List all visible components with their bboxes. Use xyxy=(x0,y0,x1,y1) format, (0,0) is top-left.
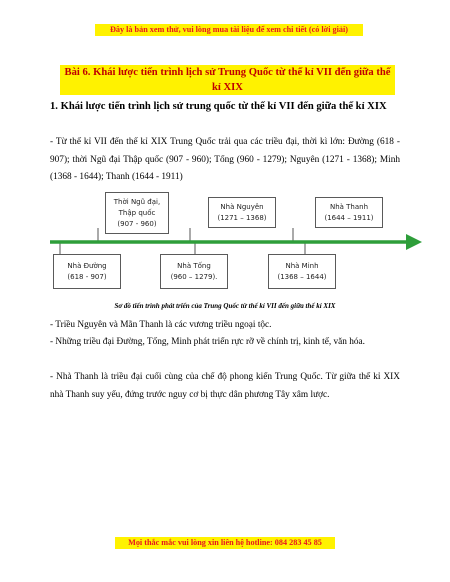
bullet-paragraph: - Triều Nguyên và Mãn Thanh là các vương triều ngoại tộc. xyxy=(50,320,272,330)
period-years: (618 - 907) xyxy=(67,272,107,281)
period-name: Nhà Thanh xyxy=(329,202,369,211)
period-name: Nhà Minh xyxy=(285,261,319,270)
timeline-diagram xyxy=(50,192,428,297)
period-box-minh xyxy=(268,254,336,289)
period-years: (1368 – 1644) xyxy=(277,272,327,281)
timeline-arrowhead xyxy=(406,234,422,250)
period-years: (1271 – 1368) xyxy=(217,213,267,222)
period-name: Thời Ngũ đại, Thập quốc xyxy=(113,197,161,217)
lesson-title: Bài 6. Khái lược tiến trình lịch sử Trung Quốc từ thế kỉ VII đến giữa thế kỉ XIX xyxy=(60,65,395,95)
period-box-thanh xyxy=(315,197,383,228)
period-years: (960 – 1279). xyxy=(170,272,218,281)
period-years: (1644 – 1911) xyxy=(324,213,374,222)
section-heading: 1. Khái lược tiến trình lịch sử trung quốc từ thế kỉ VII đến giữa thế kỉ XIX xyxy=(50,101,387,112)
period-box-nguyen xyxy=(208,197,276,228)
intro-paragraph: - Từ thế kỉ VII đến thế kỉ XIX Trung Quốc trải qua các triều đại, thời kì lớn: Đường (618 - 907); thời Ngũ đại Thập quốc (907 - 960); Tống (960 - 1279); Nguyên (1271 - 1368); Minh (1368 - 1644); Thanh (1644 - 1911) xyxy=(50,137,400,182)
period-name: Nhà Tống xyxy=(177,261,211,270)
period-years: (907 - 960) xyxy=(117,219,157,228)
diagram-caption: Sơ đồ tiến trình phát triển của Trung Quốc từ thế kỉ VII đến giữa thế kỉ XIX xyxy=(114,302,336,310)
bullet-paragraph: - Những triều đại Đường, Tống, Minh phát triển rực rỡ về chính trị, kinh tế, văn hóa. xyxy=(50,337,365,347)
period-name: Nhà Đường xyxy=(67,261,107,270)
period-box-ngu-dai xyxy=(105,192,169,234)
bullet-paragraph: - Nhà Thanh là triều đại cuối cùng của chế độ phong kiến Trung Quốc. Từ giữa thế kỉ XIX nhà Thanh suy yếu, đứng trước nguy cơ bị thực dân phương Tây xâm lược. xyxy=(50,372,400,400)
period-name: Nhà Nguyên xyxy=(220,202,264,211)
preview-notice: Đây là bản xem thử, vui lòng mua tài liệu để xem chi tiết (có lời giải) xyxy=(95,24,363,36)
period-box-duong xyxy=(53,254,121,289)
period-box-tong xyxy=(160,254,228,289)
hotline-notice: Mọi thắc mắc vui lòng xin liên hệ hotline: 084 283 45 85 xyxy=(115,537,335,549)
